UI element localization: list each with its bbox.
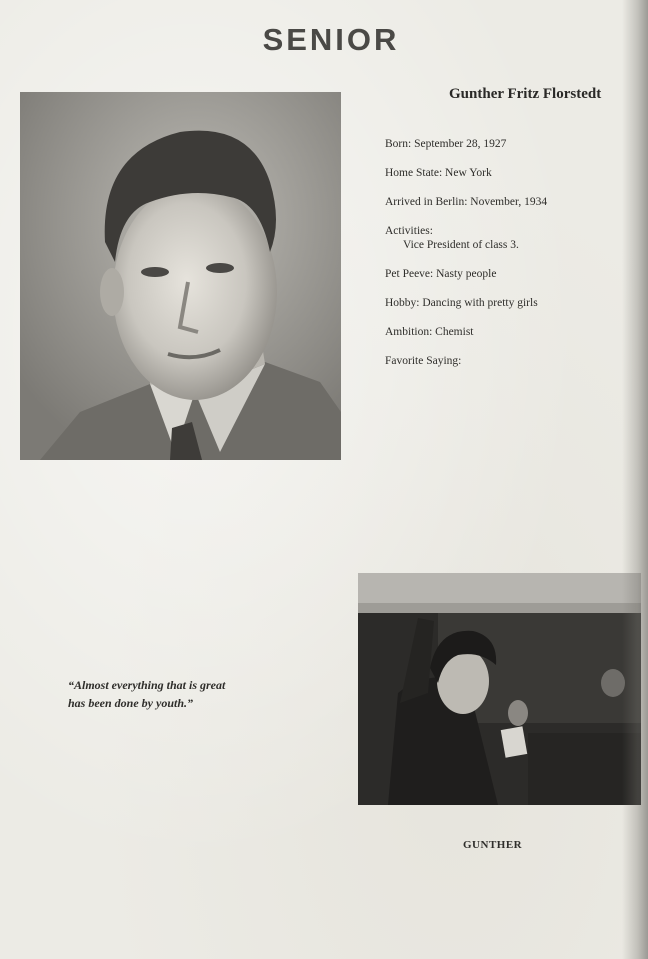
student-name: Gunther Fritz Florstedt [449,86,602,102]
activities-label: Activities: [385,225,433,237]
activities-value: Vice President of class 3. [403,239,519,251]
youth-quote [68,676,288,712]
home-state-line: Home State: New York [385,167,492,179]
candid-snapshot-photo [358,573,641,805]
quote-line-1: “Almost everything that is great [68,678,226,692]
born-line: Born: September 28, 1927 [385,138,507,150]
quote-line-2: has been done by youth.” [68,696,194,710]
snapshot-caption: GUNTHER [463,839,523,851]
arrived-line: Arrived in Berlin: November, 1934 [385,196,548,208]
activities-block [385,224,625,252]
profile-facts [385,137,625,383]
hobby-line: Hobby: Dancing with pretty girls [385,297,538,309]
page-title: SENIOR [262,22,400,57]
favorite-saying-line: Favorite Saying: [385,355,462,367]
pet-peeve-line: Pet Peeve: Nasty people [385,268,497,280]
ambition-line: Ambition: Chemist [385,326,474,338]
senior-portrait-photo [20,92,341,460]
page-edge-shadow [622,0,648,959]
